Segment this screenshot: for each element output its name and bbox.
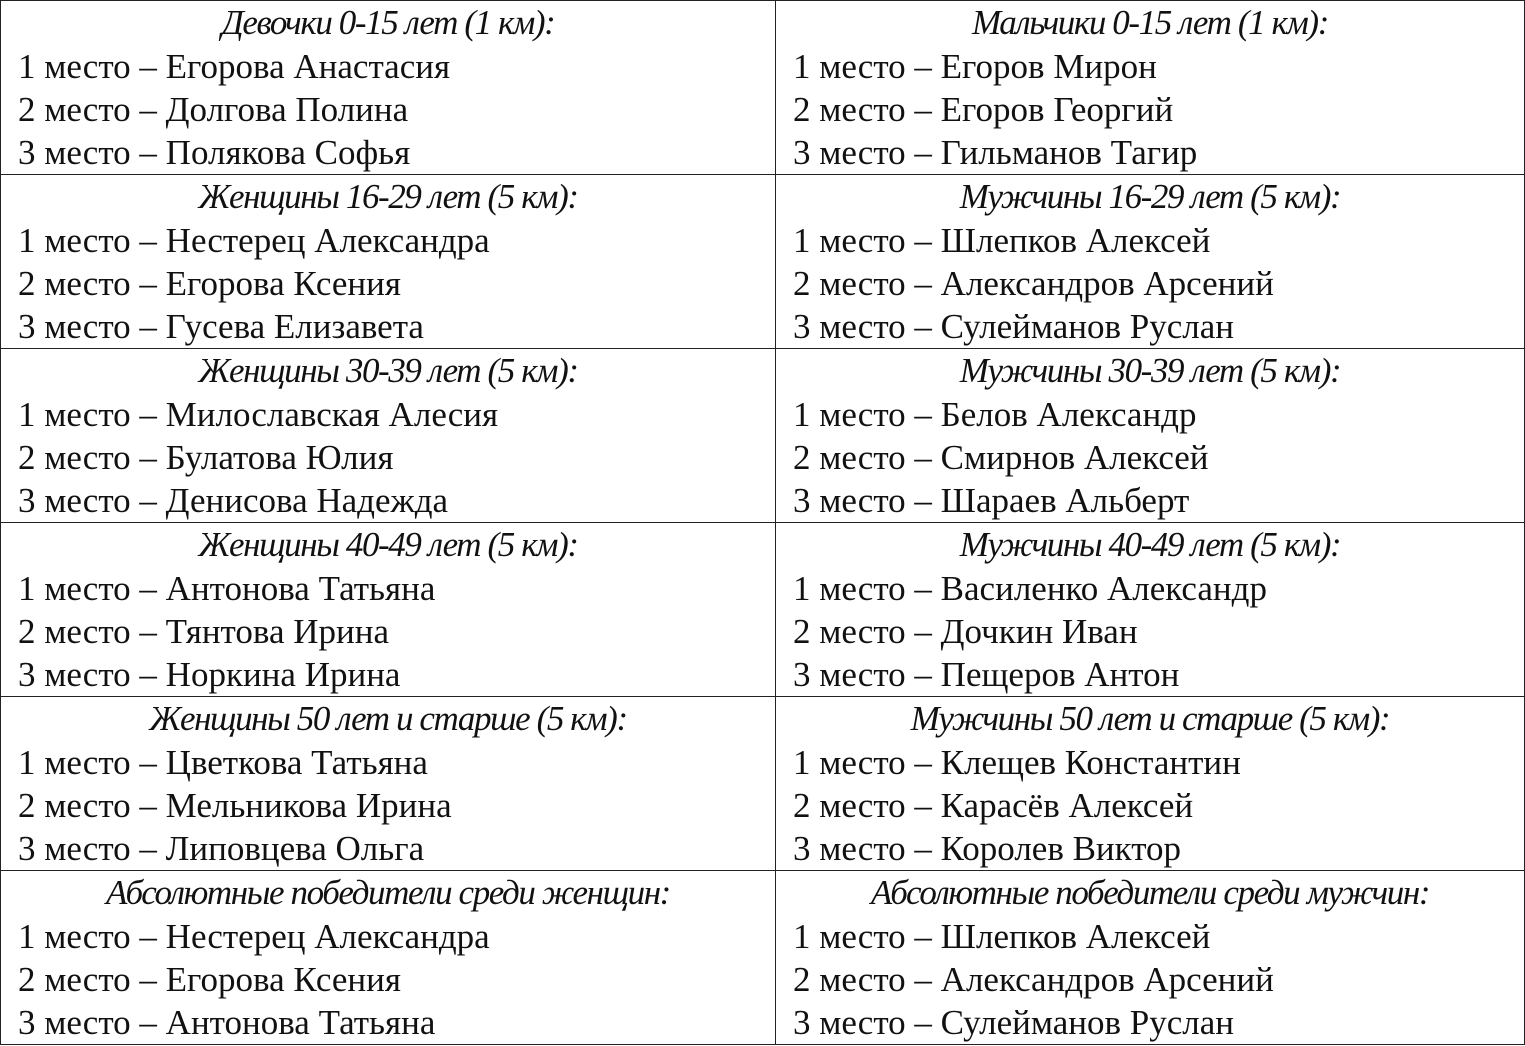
place-third: 3 место – Норкина Ирина [18, 655, 401, 694]
place-second: 2 место – Егорова Ксения [18, 264, 401, 303]
place-first: 1 место – Клещев Константин [793, 743, 1241, 782]
place-first: 1 место – Василенко Александр [793, 569, 1267, 608]
place-second: 2 место – Долгова Полина [18, 90, 409, 129]
place-third: 3 место – Гильманов Тагир [793, 133, 1198, 172]
place-third: 3 место – Сулейманов Руслан [793, 307, 1235, 346]
place-second: 2 место – Мельникова Ирина [18, 786, 452, 825]
place-third: 3 место – Шараев Альберт [793, 481, 1190, 520]
place-second: 2 место – Александров Арсений [793, 960, 1274, 999]
place-third: 3 место – Гусева Елизавета [18, 307, 424, 346]
place-first: 1 место – Шлепков Алексей [793, 221, 1211, 260]
table-row [1, 871, 1525, 1045]
category-cell-women [1, 523, 776, 697]
category-cell-women [1, 349, 776, 523]
place-first: 1 место – Нестерец Александра [18, 221, 490, 260]
place-third: 3 место – Королев Виктор [793, 829, 1182, 868]
category-title: Женщины 16-29 лет (5 км): [198, 177, 578, 216]
category-cell-men [776, 871, 1525, 1045]
place-first: 1 место – Милославская Алесия [18, 395, 499, 434]
place-third: 3 место – Пещеров Антон [793, 655, 1180, 694]
category-title: Мужчины 16-29 лет (5 км): [959, 177, 1341, 216]
place-second: 2 место – Карасёв Алексей [793, 786, 1194, 825]
category-title: Девочки 0-15 лет (1 км): [221, 3, 555, 42]
place-second: 2 место – Егоров Георгий [793, 90, 1174, 129]
category-cell-men [776, 1, 1525, 175]
table-row [1, 697, 1525, 871]
category-cell-women [1, 697, 776, 871]
place-second: 2 место – Егорова Ксения [18, 960, 401, 999]
place-first: 1 место – Белов Александр [793, 395, 1197, 434]
category-title: Женщины 50 лет и старше (5 км): [149, 699, 627, 738]
place-second: 2 место – Смирнов Алексей [793, 438, 1209, 477]
table-row [1, 523, 1525, 697]
place-second: 2 место – Тянтова Ирина [18, 612, 390, 651]
place-third: 3 место – Денисова Надежда [18, 481, 449, 520]
category-title: Мальчики 0-15 лет (1 км): [972, 3, 1328, 42]
category-cell-men [776, 523, 1525, 697]
category-title: Мужчины 40-49 лет (5 км): [959, 525, 1341, 564]
place-third: 3 место – Липовцева Ольга [18, 829, 425, 868]
place-third: 3 место – Антонова Татьяна [18, 1003, 436, 1042]
place-first: 1 место – Нестерец Александра [18, 917, 490, 956]
category-cell-men [776, 697, 1525, 871]
category-cell-men [776, 349, 1525, 523]
category-cell-women [1, 175, 776, 349]
category-title: Женщины 30-39 лет (5 км): [198, 351, 578, 390]
place-second: 2 место – Булатова Юлия [18, 438, 394, 477]
category-cell-women [1, 1, 776, 175]
category-cell-women [1, 871, 776, 1045]
place-first: 1 место – Егорова Анастасия [18, 47, 451, 86]
place-second: 2 место – Дочкин Иван [793, 612, 1138, 651]
place-first: 1 место – Антонова Татьяна [18, 569, 436, 608]
category-title: Мужчины 30-39 лет (5 км): [959, 351, 1341, 390]
category-title: Абсолютные победители среди мужчин: [870, 873, 1430, 912]
category-cell-men [776, 175, 1525, 349]
table-row [1, 349, 1525, 523]
category-title: Женщины 40-49 лет (5 км): [198, 525, 578, 564]
place-second: 2 место – Александров Арсений [793, 264, 1274, 303]
place-first: 1 место – Цветкова Татьяна [18, 743, 428, 782]
table-row [1, 175, 1525, 349]
place-first: 1 место – Шлепков Алексей [793, 917, 1211, 956]
category-title: Абсолютные победители среди женщин: [106, 873, 670, 912]
place-first: 1 место – Егоров Мирон [793, 47, 1157, 86]
category-title: Мужчины 50 лет и старше (5 км): [910, 699, 1390, 738]
table-row [1, 1, 1525, 175]
place-third: 3 место – Полякова Софья [18, 133, 411, 172]
place-third: 3 место – Сулейманов Руслан [793, 1003, 1235, 1042]
